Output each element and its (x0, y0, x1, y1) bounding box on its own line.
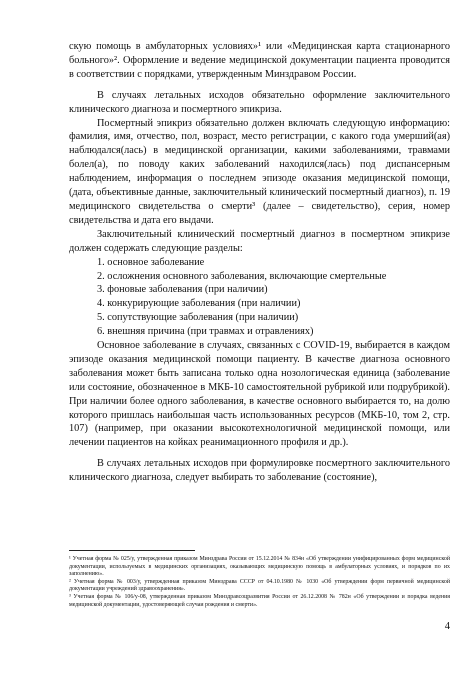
footnote-divider (69, 550, 195, 551)
list-item: 1. основное заболевание (97, 256, 205, 268)
list-item: 5. сопутствующие заболевания (при наличии) (97, 312, 299, 324)
footnote: ² Учетная форма № 003/у, утвержденная приказом Минздрава СССР от 04.10.1980 № 1030 «Об утверждении форм первичной медицинской документации учреждений здравоохранения». (69, 578, 450, 593)
paragraph-continuation: скую помощь в амбулаторных условиях»¹ или «Медицинская карта стационарного больного»². Оформление и ведение медицинской документации пациента проводится в соответствии с порядками, утвержденным Минздравом России. (69, 41, 450, 80)
footnotes (69, 550, 450, 609)
paragraph-final-diagnosis: В случаях летальных исходов при формулировке посмертного заключительного клинического диагноза, следует выбирать то заболевание (состояние), (69, 458, 450, 484)
footnote: ³ Учетная форма № 106/у-08, утвержденная приказом Минздравсоцразвития России от 26.12.2008 № 782н «Об утверждении и порядка ведения медицинской документации, удостоверяющей случаи рождения и смерти». (69, 593, 450, 608)
diagnosis-sections-list (69, 256, 450, 339)
list-item: 2. осложнения основного заболевания, включающие смертельные (97, 270, 387, 282)
body-text (69, 40, 450, 485)
footnote: ¹ Учетная форма № 025/у, утвержденная приказом Минздрава России от 15.12.2014 № 834н «Об утверждении унифицированных форм медицинской документации, используемых в медицинских организациях, оказывающих медицинскую помощь в амбулаторных условиях, и порядков по их заполнению». (69, 556, 450, 578)
paragraph-epicrisis-content: Посмертный эпикриз обязательно должен включать следующую информацию: фамилия, имя, отчество, пол, возраст, место регистрации, с какого года умерший(ая) наблюдался(лась) в медицинской организации, какими заболеваниями, травмами болел(а), по поводу каких заболеваний находился(лась) под диспансерным наблюдением, информация о последнем эпизоде оказания медицинской помощи, (дата, объективные данные, заключительный клинический посмертный диагноз), п. 19 медицинского свидетельства о смерти³ (далее – свидетельство), серия, номер свидетельства и дата его выдачи. (69, 117, 450, 226)
paragraph-main-disease-covid: Основное заболевание в случаях, связанных с COVID-19, выбирается в каждом эпизоде оказания медицинской помощи пациенту. В качестве диагноза основного заболевания может быть записана только одна нозологическая единица (заболевание или состояние, обозначенное в МКБ-10 самостоятельной рубрикой или подрубрикой). При наличии более одного заболевания, в качестве основного выбирается то, на долю которого пришлась наибольшая часть использованных ресурсов (МКБ-10, том 2, стр. 107) (например, при оказании высокотехнологичной медицинской помощи, или лечении пациентов на койках реанимационного профиля и др.). (69, 340, 450, 449)
page-number: 4 (444, 621, 450, 632)
paragraph-diagnosis-sections-intro: Заключительный клинический посмертный диагноз в посмертном эпикризе должен содержать следующие разделы: (69, 228, 450, 254)
list-item: 6. внешняя причина (при травмах и отравлениях) (97, 326, 314, 338)
paragraph-lethal-outcomes: В случаях летальных исходов обязательно оформление заключительного клинического диагноза и посмертного эпикриза. (69, 89, 450, 115)
list-item: 3. фоновые заболевания (при наличии) (97, 284, 268, 296)
list-item: 4. конкурирующие заболевания (при наличии) (97, 298, 301, 310)
